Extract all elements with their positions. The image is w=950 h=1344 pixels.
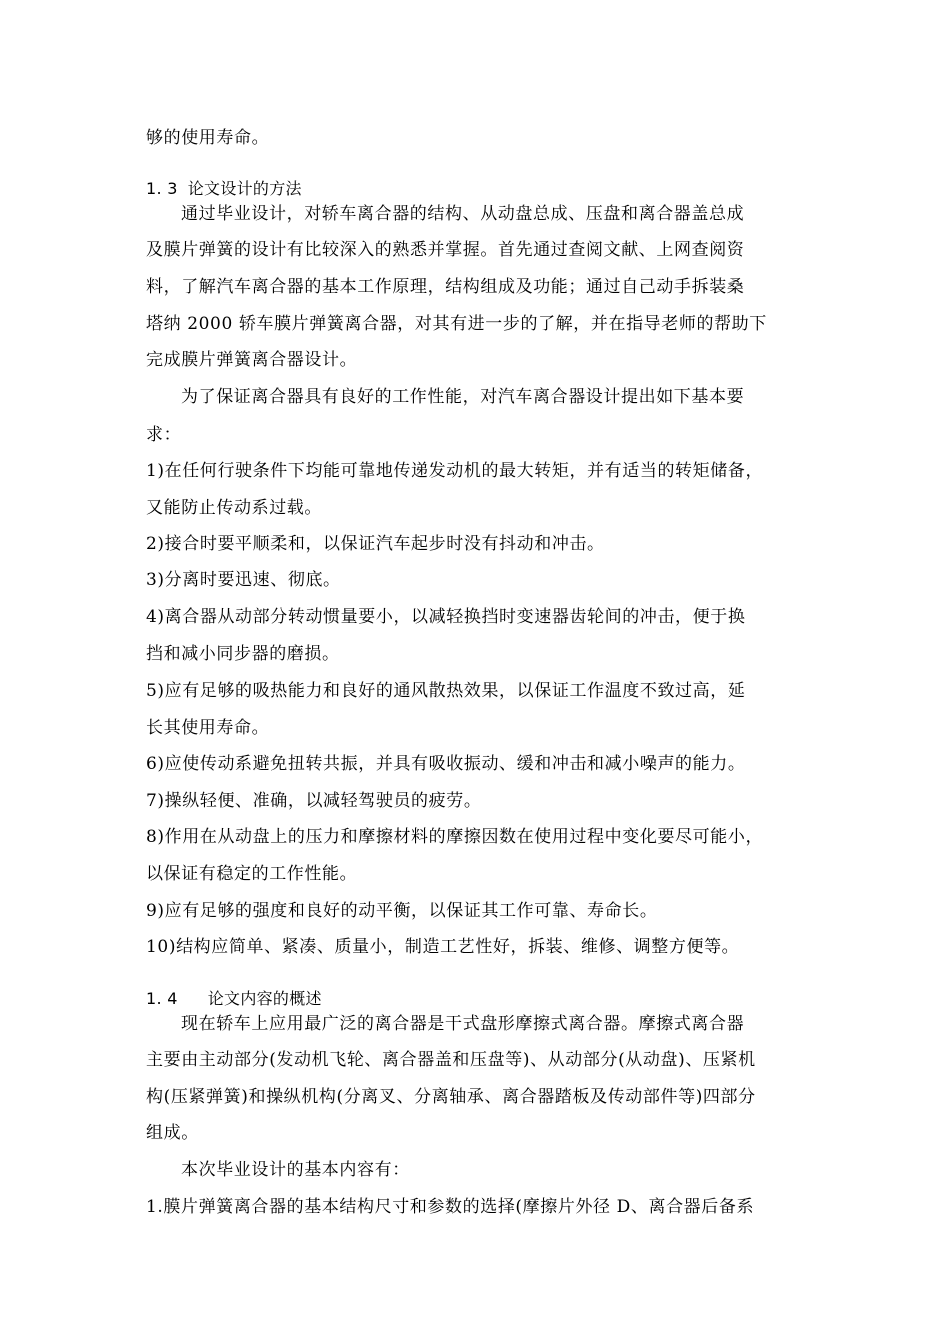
section-title: 论文设计的方法 [187, 179, 302, 198]
paragraph-line: 及膜片弹簧的设计有比较深入的熟悉并掌握。首先通过查阅文献、上网查阅资 [146, 240, 745, 260]
paragraph-line: 通过毕业设计，对轿车离合器的结构、从动盘总成、压盘和离合器盖总成 [181, 204, 745, 224]
requirement-item: 以保证有稳定的工作性能。 [146, 864, 358, 884]
paragraph-line: 塔纳 2000 轿车膜片弹簧离合器，对其有进一步的了解，并在指导老师的帮助下 [146, 314, 767, 334]
requirement-item: 1)在任何行驶条件下均能可靠地传递发动机的最大转矩，并有适当的转矩储备， [146, 461, 764, 481]
paragraph-line: 求： [146, 425, 182, 445]
section-number: 1. 3 [146, 179, 178, 198]
requirement-item: 5)应有足够的吸热能力和良好的通风散热效果，以保证工作温度不致过高，延 [146, 681, 746, 701]
paragraph-line: 主要由主动部分(发动机飞轮、离合器盖和压盘等)、从动部分(从动盘)、压紧机 [146, 1050, 756, 1070]
paragraph-line: 本次毕业设计的基本内容有： [181, 1160, 410, 1180]
paragraph-line: 够的使用寿命。 [146, 128, 270, 148]
paragraph-line: 完成膜片弹簧离合器设计。 [146, 350, 358, 370]
paragraph-line: 为了保证离合器具有良好的工作性能，对汽车离合器设计提出如下基本要 [181, 387, 745, 407]
requirement-item: 6)应使传动系避免扭转共振，并具有吸收振动、缓和冲击和减小噪声的能力。 [146, 754, 746, 774]
requirement-item: 8)作用在从动盘上的压力和摩擦材料的摩擦因数在使用过程中变化要尽可能小， [146, 827, 764, 847]
requirement-item: 长其使用寿命。 [146, 718, 270, 738]
paragraph-line: 构(压紧弹簧)和操纵机构(分离叉、分离轴承、离合器踏板及传动部件等)四部分 [146, 1087, 756, 1107]
requirement-item: 2)接合时要平顺柔和，以保证汽车起步时没有抖动和冲击。 [146, 534, 605, 554]
section-title: 论文内容的概述 [207, 989, 322, 1008]
requirement-item: 9)应有足够的强度和良好的动平衡，以保证其工作可靠、寿命长。 [146, 901, 658, 921]
paragraph-line: 组成。 [146, 1123, 199, 1143]
requirement-item: 又能防止传动系过载。 [146, 498, 322, 518]
paragraph-line: 料，了解汽车离合器的基本工作原理，结构组成及功能；通过自己动手拆装桑 [146, 277, 745, 297]
requirement-item: 3)分离时要迅速、彻底。 [146, 570, 341, 590]
section-heading-1-3 [146, 178, 830, 200]
content-item: 1.膜片弹簧离合器的基本结构尺寸和参数的选择(摩擦片外径 D、离合器后备系 [146, 1197, 755, 1217]
requirement-item: 4)离合器从动部分转动惯量要小，以减轻换挡时变速器齿轮间的冲击，便于换 [146, 607, 746, 627]
paragraph-line: 现在轿车上应用最广泛的离合器是干式盘形摩擦式离合器。摩擦式离合器 [181, 1014, 745, 1034]
requirement-item: 10)结构应简单、紧凑、质量小，制造工艺性好，拆装、维修、调整方便等。 [146, 937, 740, 957]
section-number: 1. 4 [146, 989, 178, 1008]
requirement-item: 7)操纵轻便、准确，以减轻驾驶员的疲劳。 [146, 791, 482, 811]
requirement-item: 挡和减小同步器的磨损。 [146, 644, 340, 664]
section-heading-1-4 [146, 988, 830, 1010]
